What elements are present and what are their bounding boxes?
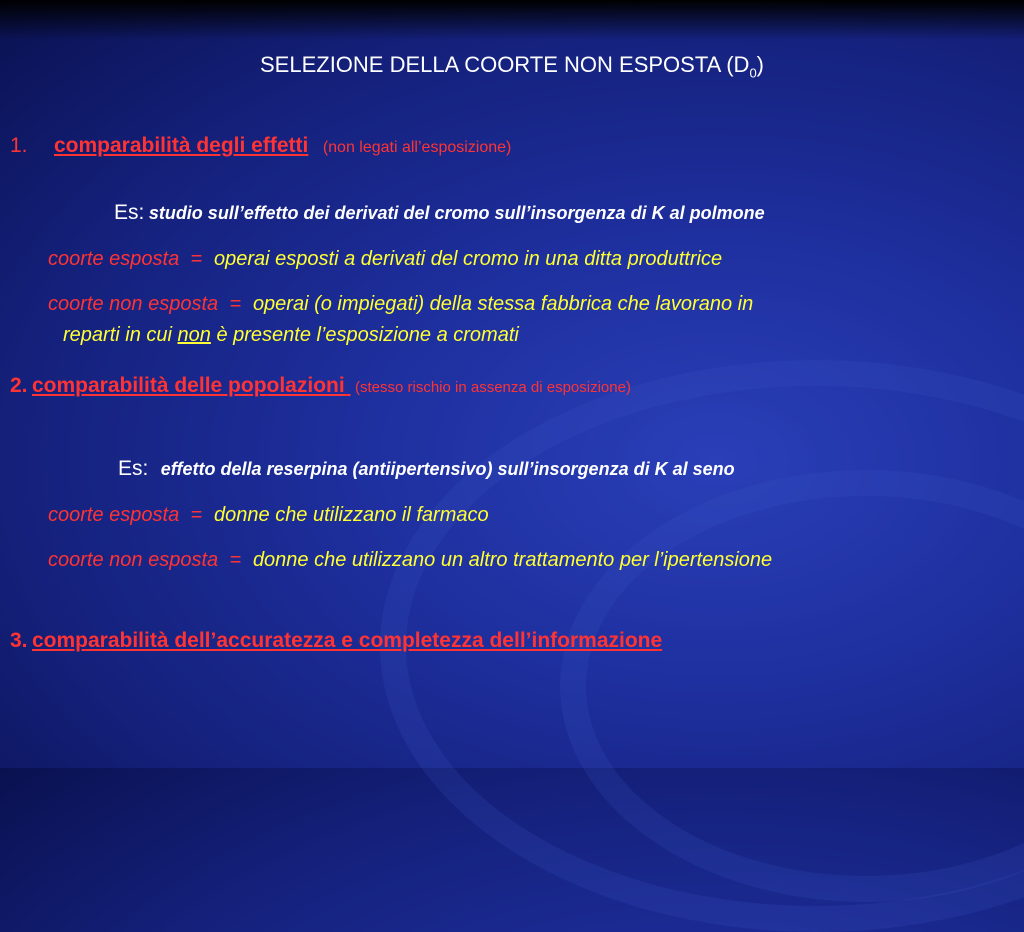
example-2-text: effetto della reserpina (antiipertensivo) sull’insorgenza di K al seno — [160, 459, 735, 479]
example-2-unexposed — [48, 549, 772, 572]
unexposed-value: donne che utilizzano un altro trattamento per l’ipertensione — [252, 549, 773, 571]
title-end: ) — [756, 52, 764, 77]
example-1-unexposed-line-2 — [63, 324, 519, 347]
example-1-colon: : — [138, 201, 145, 224]
unexposed-label: coorte non esposta — [48, 549, 219, 571]
exposed-value: operai esposti a derivati del cromo in una ditta produttrice — [214, 248, 723, 270]
item-3 — [10, 629, 662, 653]
unexposed-value-line-1: operai (o impiegati) della stessa fabbrica che lavorano in — [252, 293, 754, 315]
slide-title — [0, 52, 1024, 80]
item-1 — [10, 134, 511, 158]
unexposed-value-line-2a: reparti in cui — [63, 324, 172, 346]
item-1-heading: comparabilità degli effetti — [53, 134, 309, 157]
equals-sign: = — [190, 248, 203, 270]
example-2-prefix: Es: — [118, 457, 149, 480]
exposed-label: coorte esposta — [48, 504, 180, 526]
top-shadow-band — [0, 0, 1024, 40]
example-1-exposed — [48, 248, 722, 271]
example-1-prefix: Es — [114, 201, 139, 224]
example-1-unexposed — [48, 293, 753, 316]
equals-sign: = — [229, 549, 242, 571]
title-subscript: 0 — [749, 65, 757, 81]
item-2-number: 2. — [10, 374, 28, 397]
equals-sign: = — [190, 504, 203, 526]
equals-sign: = — [229, 293, 242, 315]
unexposed-label: coorte non esposta — [48, 293, 219, 315]
exposed-label: coorte esposta — [48, 248, 180, 270]
example-1 — [114, 201, 765, 225]
example-1-text: studio sull’effetto dei derivati del cromo sull’insorgenza di K al polmone — [148, 203, 765, 223]
item-2 — [10, 374, 631, 398]
item-3-number: 3. — [10, 629, 28, 652]
item-1-number: 1. — [10, 134, 28, 157]
example-2 — [118, 457, 735, 481]
item-2-heading-b: delle popolazioni — [168, 374, 351, 397]
item-3-heading: comparabilità dell’accuratezza e completezza dell’informazione — [31, 629, 663, 652]
example-2-exposed — [48, 504, 489, 527]
title-text: SELEZIONE DELLA COORTE NON ESPOSTA (D — [260, 52, 750, 77]
item-2-heading-a: comparabilità — [31, 374, 169, 397]
exposed-value: donne che utilizzano il farmaco — [214, 504, 489, 526]
item-1-note: (non legati all’esposizione) — [322, 139, 512, 156]
unexposed-value-line-2b: non — [177, 324, 211, 346]
item-2-note: (stesso rischio in assenza di esposizione) — [354, 379, 631, 396]
unexposed-value-line-2c: è presente l’esposizione a cromati — [216, 324, 519, 346]
